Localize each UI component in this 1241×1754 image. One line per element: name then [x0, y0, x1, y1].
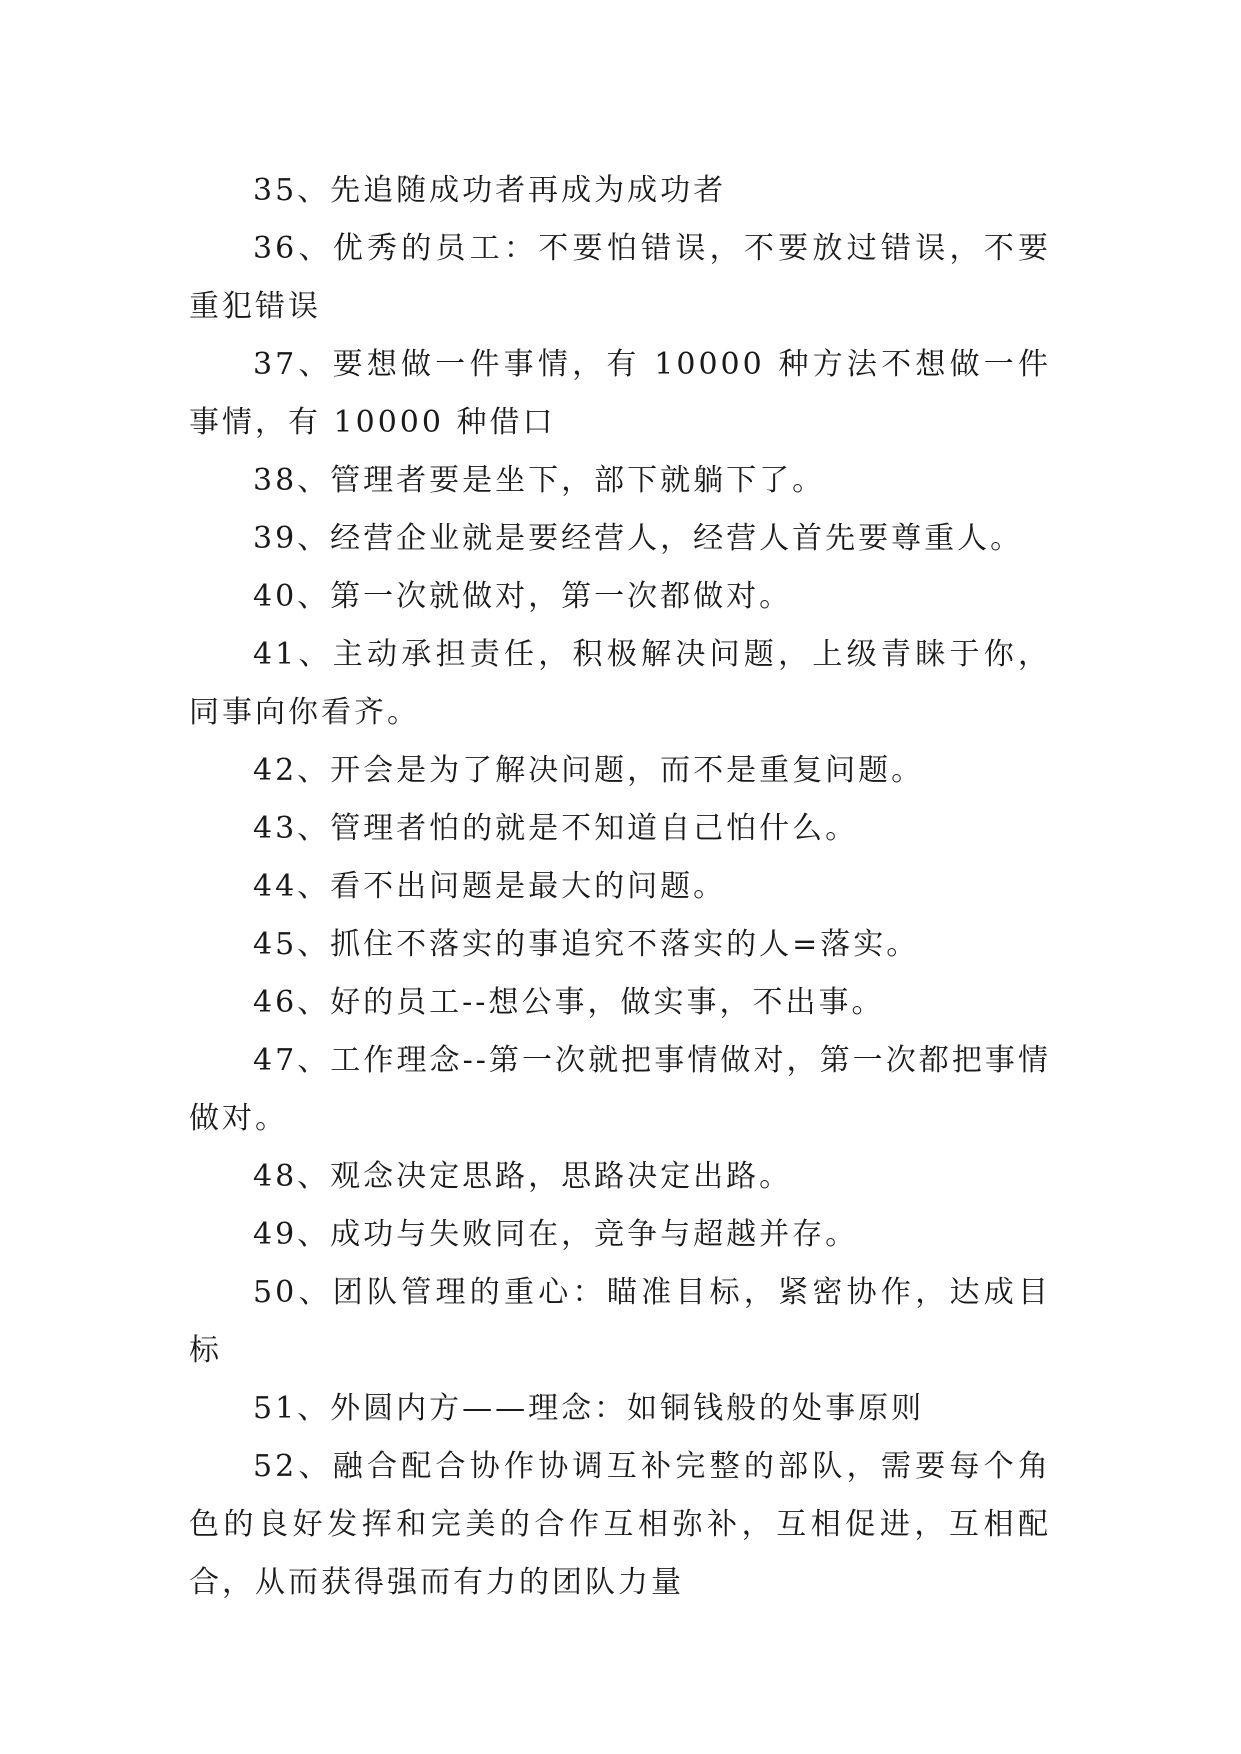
paragraph-40: 40、第一次就做对，第一次都做对。	[253, 579, 793, 614]
paragraph-39: 39、经营企业就是要经营人，经营人首先要尊重人。	[253, 521, 1024, 556]
paragraph-46: 46、好的员工--想公事，做实事，不出事。	[253, 985, 885, 1020]
paragraph-43: 43、管理者怕的就是不知道自己怕什么。	[253, 811, 859, 846]
paragraph-45: 45、抓住不落实的事追究不落实的人=落实。	[253, 927, 920, 962]
paragraph-41: 41、主动承担责任，积极解决问题，上级青睐于你，同事向你看齐。	[189, 637, 1051, 730]
paragraph-50: 50、团队管理的重心：瞄准目标，紧密协作，达成目标	[189, 1275, 1051, 1368]
paragraph-36: 36、优秀的员工：不要怕错误，不要放过错误，不要重犯错误	[189, 231, 1051, 324]
paragraph-35: 35、先追随成功者再成为成功者	[253, 173, 727, 208]
document-body	[189, 162, 1051, 1612]
paragraph-49: 49、成功与失败同在，竞争与超越并存。	[253, 1217, 859, 1252]
paragraph-48: 48、观念决定思路，思路决定出路。	[253, 1159, 793, 1194]
paragraph-47: 47、工作理念--第一次就把事情做对，第一次都把事情做对。	[189, 1043, 1051, 1136]
paragraph-44: 44、看不出问题是最大的问题。	[253, 869, 727, 904]
paragraph-51: 51、外圆内方——理念：如铜钱般的处事原则	[253, 1391, 925, 1426]
paragraph-52: 52、融合配合协作协调互补完整的部队，需要每个角色的良好发挥和完美的合作互相弥补，互相促进，互相配合，从而获得强而有力的团队力量	[189, 1449, 1051, 1600]
paragraph-38: 38、管理者要是坐下，部下就躺下了。	[253, 463, 826, 498]
paragraph-37: 37、要想做一件事情，有 10000 种方法不想做一件事情，有 10000 种借口	[189, 347, 1051, 440]
paragraph-42: 42、开会是为了解决问题，而不是重复问题。	[253, 753, 925, 788]
